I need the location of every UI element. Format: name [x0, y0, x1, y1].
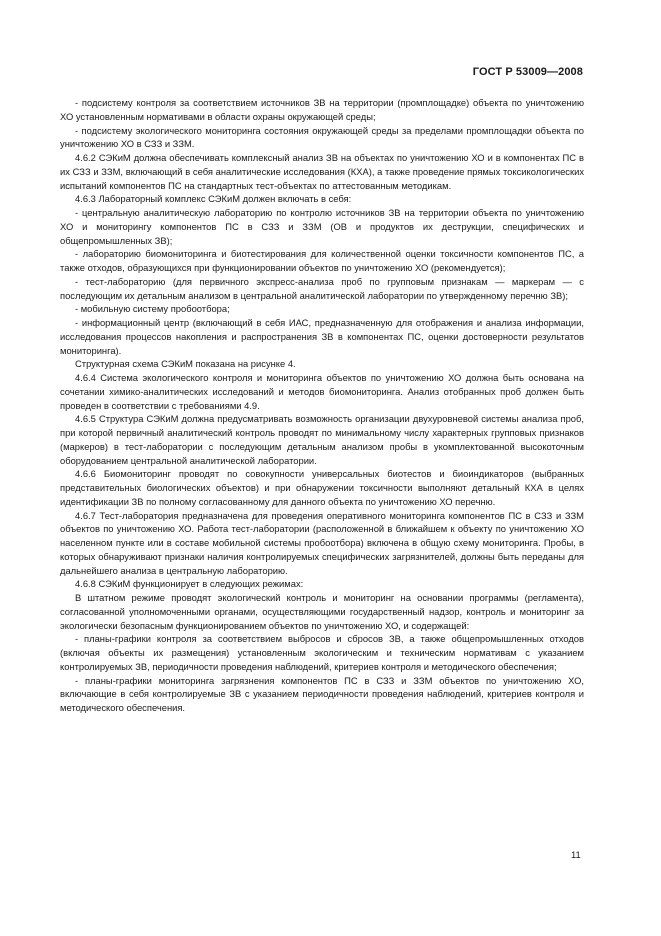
paragraph: 4.6.4 Система экологического контроля и мониторинга объектов по уничтожению ХО должна быть основана на сочетании химико-аналитических исследований и методов биомониторинга. Анализ отобранных проб должен быть проведен в соответствии с требованиями 4.9.: [60, 372, 584, 411]
paragraph: - лабораторию биомониторинга и биотестирования для количественной оценки токсичности компонентов ПС, а также отходов, образующихся при функционировании объектов по уничтожению ХО (рекомендуется);: [60, 248, 584, 273]
paragraph: 4.6.8 СЭКиМ функционирует в следующих режимах:: [75, 578, 304, 590]
paragraph: 4.6.5 Структура СЭКиМ должна предусматривать возможность организации двухуровневой системы анализа проб, при которой первичный аналитический контроль проводят по минимальному числу характерных групповых признаков (маркеров) в тест-лаборатории с последующим детальным анализом пробы в укомплектованной высокоточным оборудованием центральной аналитической лаборатории.: [60, 413, 584, 466]
paragraph: 4.6.6 Биомониторинг проводят по совокупности универсальных биотестов и биоиндикаторов (выбранных представительных биологических объектов) и при обнаружении токсичности выполняют детальный КХА в целях идентификации ЗВ по полному согласованному для данного объекта по уничтожению ХО перечню.: [60, 468, 584, 507]
paragraph: 4.6.7 Тест-лаборатория предназначена для проведения оперативного мониторинга компонентов ПС в СЗЗ и ЗЗМ объектов по уничтожению ХО. Работа тест-лаборатории (расположенной в ближайшем к объекту по уничтожению ХО населенном пункте или в составе мобильной системы пробоотбора) включена в общую схему мониторинга. Пробы, в которых обнаруживают признаки наличия контролируемых специфических загрязнителей, должны быть переданы для дальнейшего анализа в центральную лабораторию.: [60, 509, 584, 576]
paragraph: - мобильную систему пробоотбора;: [75, 303, 230, 315]
paragraph: 4.6.2 СЭКиМ должна обеспечивать комплексный анализ ЗВ на объектах по уничтожению ХО и в компонентах ПС в их СЗЗ и ЗЗМ, включающий в себя аналитические исследования (КХА), а также проведение прямых токсикологических испытаний компонентов ПС на стандартных тест-объектах по аттестованным методикам.: [60, 152, 584, 191]
paragraph: - тест-лабораторию (для первичного экспресс-анализа проб по групповым признакам — маркерам — с последующим их детальным анализом в центральной аналитической лаборатории по утвержденному перечню ЗВ);: [60, 275, 584, 301]
standard-header: ГОСТ Р 53009—2008: [472, 66, 583, 78]
paragraph: В штатном режиме проводят экологический контроль и мониторинг на основании программы (регламента), согласованной уполномоченными органами, осуществляющими государственный надзор, контроль и мониторинг за экологически безопасным функционированием объектов по уничтожению ХО, и содержащей:: [60, 592, 584, 631]
paragraph: - планы-графики мониторинга загрязнения компонентов ПС в СЗЗ и ЗЗМ объектов по уничтожению ХО, включающие в себя контролируемые ЗВ с указанием периодичности проведения наблюдений, критериев контроля и методического обеспечения.: [60, 674, 584, 713]
paragraph: - подсистему контроля за соответствием источников ЗВ на территории (промплощадке) объекта по уничтожению ХО установленным нормативами в области охраны окружающей среды;: [60, 97, 584, 122]
paragraph: - подсистему экологического мониторинга состояния окружающей среды за пределами промплощадки объекта по уничтожению ХО в СЗЗ и ЗЗМ.: [60, 124, 584, 150]
document-body: [60, 96, 584, 715]
paragraph: 4.6.3 Лабораторный комплекс СЭКиМ должен включать в себя:: [75, 193, 352, 205]
page-number: 11: [571, 849, 581, 860]
paragraph: - информационный центр (включающий в себя ИАС, предназначенную для отображения и анализа информации, исследования процессов накопления и распространения ЗВ в компонентах ПС, оценки достоверности результатов мониторинга).: [60, 317, 584, 356]
paragraph: - центральную аналитическую лабораторию по контролю источников ЗВ на территории объекта по уничтожению ХО и мониторингу компонентов ПС в СЗЗ и ЗЗМ (ОВ и продуктов их деструкции, специфических и общепромышленных ЗВ);: [60, 207, 584, 246]
paragraph: Структурная схема СЭКиМ показана на рисунке 4.: [75, 358, 296, 370]
paragraph: - планы-графики контроля за соответствием выбросов и сбросов ЗВ, а также общепромышленных отходов (включая объекты их размещения) установленным экологическим и техническим нормативам с указанием контролируемых ЗВ, периодичности проведения наблюдений, критериев контроля и методического обеспечения;: [60, 633, 584, 672]
